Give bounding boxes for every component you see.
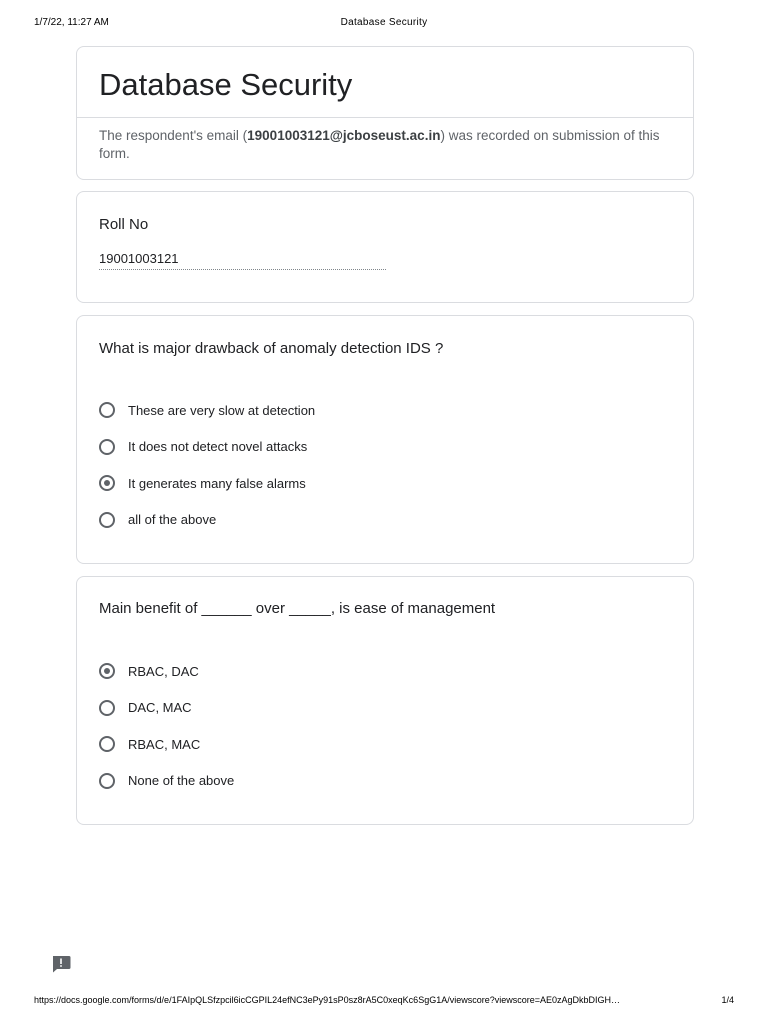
option-item[interactable] — [99, 726, 234, 763]
option-label: It does not detect novel attacks — [128, 439, 308, 455]
short-answer-value: 19001003121 — [99, 251, 179, 266]
print-header — [0, 17, 768, 31]
radio-unchecked-icon[interactable] — [99, 512, 115, 528]
print-page-title: Database Security — [340, 17, 428, 28]
print-footer — [0, 995, 768, 1007]
option-label: DAC, MAC — [128, 700, 192, 716]
option-item[interactable] — [99, 763, 234, 800]
option-label: It generates many false alarms — [128, 475, 306, 491]
question-card-roll-no — [76, 191, 694, 303]
radio-checked-icon[interactable] — [99, 475, 115, 491]
question-title: Roll No — [99, 216, 149, 233]
radio-unchecked-icon[interactable] — [99, 736, 115, 752]
option-list — [99, 392, 315, 538]
option-label: all of the above — [128, 512, 217, 528]
radio-checked-icon[interactable] — [99, 663, 115, 679]
feedback-icon[interactable] — [51, 955, 71, 973]
respondent-email: 19001003121@jcboseust.ac.in — [247, 128, 441, 143]
email-note-prefix: The respondent's email ( — [99, 128, 248, 143]
question-title: What is major drawback of anomaly detection IDS ? — [99, 340, 444, 357]
option-label: These are very slow at detection — [128, 402, 316, 418]
option-label: None of the above — [128, 773, 235, 789]
email-note-suffix: ) was recorded on submission of this form. — [99, 128, 660, 161]
option-label: RBAC, MAC — [128, 736, 201, 752]
radio-unchecked-icon[interactable] — [99, 773, 115, 789]
print-datetime: 1/7/22, 11:27 AM — [34, 17, 109, 28]
question-title: Main benefit of ______ over _____, is ease of management — [99, 600, 496, 617]
page-number: 1/4 — [721, 995, 734, 1005]
respondent-email-note — [99, 127, 669, 163]
form-title-card — [76, 46, 694, 180]
option-item[interactable] — [99, 429, 315, 466]
radio-unchecked-icon[interactable] — [99, 439, 115, 455]
option-list — [99, 653, 234, 799]
question-card-anomaly-ids — [76, 315, 694, 564]
option-item[interactable] — [99, 465, 315, 502]
radio-unchecked-icon[interactable] — [99, 402, 115, 418]
title-divider — [77, 117, 693, 118]
form-title: Database Security — [99, 67, 353, 102]
radio-unchecked-icon[interactable] — [99, 700, 115, 716]
option-label: RBAC, DAC — [128, 663, 199, 679]
question-card-access-control — [76, 576, 694, 825]
short-answer-underline — [99, 269, 386, 270]
option-item[interactable] — [99, 392, 315, 429]
option-item[interactable] — [99, 653, 234, 690]
page-url: https://docs.google.com/forms/d/e/1FAIpQLSfzpcil6icCGPIL24efNC3ePy91sP0sz8rA5C0xeqKc6SgG1A/viewscore?viewscore=AE0zAgDkbDIGH… — [34, 995, 621, 1005]
option-item[interactable] — [99, 502, 315, 539]
option-item[interactable] — [99, 690, 234, 727]
